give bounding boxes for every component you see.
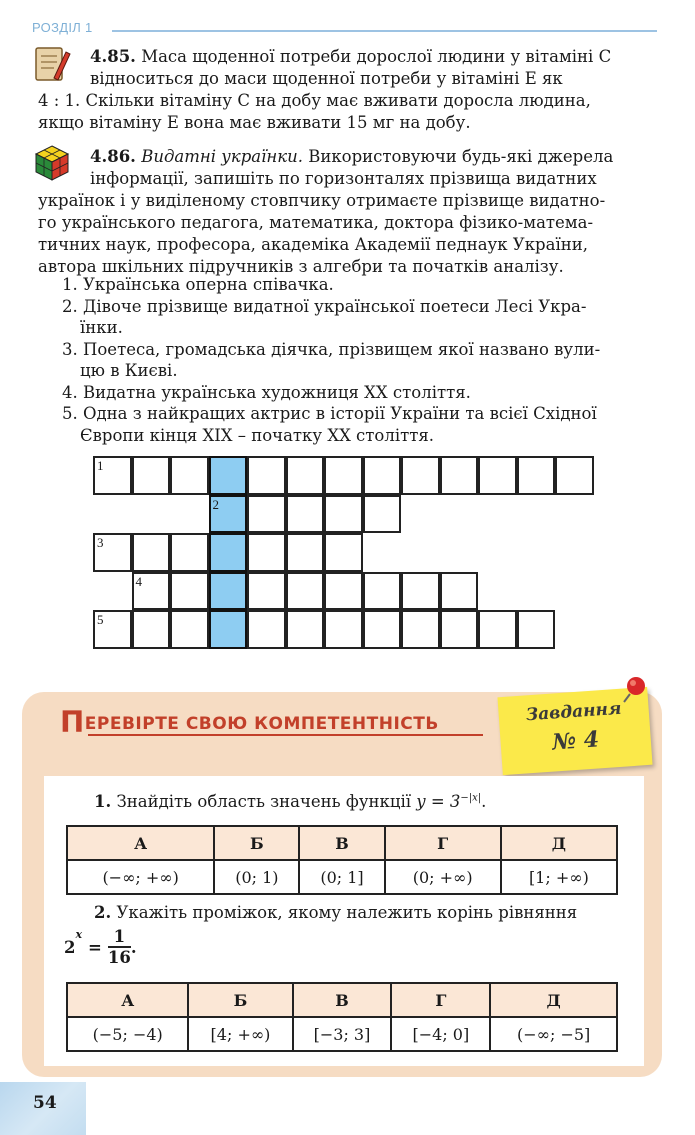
problem-text-line: 4 : 1. Скільки вітаміну С на добу має вживати доросла людина, bbox=[38, 91, 591, 110]
crossword-grid bbox=[93, 456, 598, 651]
answer-option-value[interactable]: [1; +∞) bbox=[501, 860, 617, 894]
crossword-cell[interactable] bbox=[324, 533, 363, 572]
equation-base: 2 bbox=[64, 938, 76, 957]
crossword-cell[interactable] bbox=[324, 572, 363, 611]
crossword-cell[interactable] bbox=[132, 456, 171, 495]
crossword-cell[interactable] bbox=[517, 456, 556, 495]
crossword-cell[interactable] bbox=[93, 456, 132, 495]
clue-item-continuation: цю в Києві. bbox=[80, 361, 178, 380]
crossword-cell[interactable] bbox=[478, 610, 517, 649]
crossword-cell[interactable] bbox=[555, 456, 594, 495]
fraction-numerator: 1 bbox=[113, 927, 126, 946]
crossword-cell-highlighted[interactable] bbox=[209, 572, 248, 611]
answer-option-value[interactable]: [4; +∞) bbox=[188, 1017, 292, 1051]
answer-table-1 bbox=[66, 825, 618, 895]
title-underline bbox=[88, 734, 483, 736]
crossword-cell[interactable] bbox=[286, 456, 325, 495]
problem-text-line: відноситься до маси щоденної потреби у вітаміні Е як bbox=[90, 69, 563, 88]
crossword-cell[interactable] bbox=[170, 533, 209, 572]
crossword-cell[interactable] bbox=[93, 610, 132, 649]
answer-option-header: Г bbox=[391, 983, 490, 1017]
answer-option-value[interactable]: [−3; 3] bbox=[293, 1017, 392, 1051]
question-2 bbox=[94, 903, 577, 922]
crossword-cell[interactable] bbox=[247, 495, 286, 534]
crossword-cell[interactable] bbox=[170, 456, 209, 495]
crossword-cell[interactable] bbox=[401, 610, 440, 649]
answer-option-header: А bbox=[67, 826, 214, 860]
task-label: Завдання bbox=[525, 698, 623, 726]
equation bbox=[64, 928, 137, 967]
question-number: 1. bbox=[94, 792, 112, 811]
page-number: 54 bbox=[33, 1093, 57, 1113]
clue-number: 1 bbox=[97, 458, 104, 473]
answer-option-header: Д bbox=[501, 826, 617, 860]
crossword-cell[interactable] bbox=[440, 572, 479, 611]
clue-item-continuation: їнки. bbox=[80, 318, 123, 337]
problem-text-line: Використовуючи будь-які джерела bbox=[308, 147, 614, 166]
crossword-cell[interactable] bbox=[247, 572, 286, 611]
clue-item: 5. Одна з найкращих актрис в історії України та всієї Східної bbox=[62, 404, 597, 423]
problem-text-line: якщо вітаміну Е вона має вживати 15 мг на добу. bbox=[38, 113, 471, 132]
section-rule bbox=[112, 30, 657, 32]
clue-number: 2 bbox=[212, 496, 219, 512]
answer-option-header: Б bbox=[214, 826, 299, 860]
problem-text-line: українок і у виділеному стовпчику отримаєте прізвище видатно- bbox=[38, 191, 606, 210]
crossword-cell-highlighted[interactable] bbox=[209, 610, 248, 649]
crossword-cell[interactable] bbox=[286, 610, 325, 649]
crossword-cell[interactable] bbox=[247, 610, 286, 649]
answer-option-value[interactable]: (−∞; −5] bbox=[490, 1017, 617, 1051]
crossword-cell-highlighted[interactable] bbox=[209, 456, 248, 495]
crossword-cell[interactable] bbox=[517, 610, 556, 649]
answer-option-value[interactable]: [−4; 0] bbox=[391, 1017, 490, 1051]
problem-number: 4.85. bbox=[90, 47, 136, 66]
crossword-cell[interactable] bbox=[324, 495, 363, 534]
crossword-cell[interactable] bbox=[324, 610, 363, 649]
crossword-cell[interactable] bbox=[132, 610, 171, 649]
crossword-cell[interactable] bbox=[363, 572, 402, 611]
clue-number: 4 bbox=[135, 573, 142, 589]
equation-exponent: x bbox=[75, 928, 83, 941]
answer-option-header: В bbox=[299, 826, 384, 860]
problem-number: 4.86. bbox=[90, 147, 136, 166]
competence-title-initial: П bbox=[60, 705, 85, 739]
problem-text-line: автора шкільних підручників з алгебри та початків аналізу. bbox=[38, 257, 564, 276]
problem-text-line: Маса щоденної потреби дорослої людини у вітаміні С bbox=[141, 47, 612, 66]
crossword-cell[interactable] bbox=[247, 456, 286, 495]
answer-option-value[interactable]: (−∞; +∞) bbox=[67, 860, 214, 894]
question-text: Знайдіть область значень функції bbox=[116, 792, 412, 811]
crossword-cell[interactable] bbox=[324, 456, 363, 495]
clue-list bbox=[62, 274, 662, 446]
crossword-cell[interactable] bbox=[132, 572, 171, 611]
answer-option-header: Г bbox=[385, 826, 501, 860]
problem-4-86 bbox=[38, 146, 660, 278]
crossword-cell[interactable] bbox=[440, 610, 479, 649]
answer-option-value[interactable]: (0; 1] bbox=[299, 860, 384, 894]
crossword-cell[interactable] bbox=[478, 456, 517, 495]
clue-number: 5 bbox=[97, 612, 104, 627]
equation-equals: = bbox=[88, 938, 102, 957]
question-number: 2. bbox=[94, 903, 112, 922]
problem-title: Видатні українки. bbox=[141, 147, 303, 166]
problem-text-line: го українського педагога, математика, доктора фізико-матема- bbox=[38, 213, 594, 232]
crossword-cell[interactable] bbox=[363, 495, 402, 534]
crossword-cell[interactable] bbox=[286, 533, 325, 572]
crossword-cell[interactable] bbox=[440, 456, 479, 495]
problem-text-line: інформації, запишіть по горизонталях прізвища видатних bbox=[90, 169, 597, 188]
competence-title-rest: ЕРЕВІРТЕ СВОЮ КОМПЕТЕНТНІСТЬ bbox=[84, 714, 439, 734]
question-text: Укажіть проміжок, якому належить корінь рівняння bbox=[116, 903, 578, 922]
answer-table-2 bbox=[66, 982, 618, 1052]
crossword-cell-highlighted[interactable] bbox=[209, 533, 248, 572]
formula-end: . bbox=[481, 792, 487, 811]
answer-option-header: В bbox=[293, 983, 392, 1017]
clue-item-continuation: Європи кінця ХІХ – початку ХХ століття. bbox=[80, 425, 435, 445]
pushpin-icon bbox=[620, 674, 650, 704]
problem-text-line: тичних наук, професора, академіка Академії педнаук України, bbox=[38, 235, 588, 254]
crossword-cell[interactable] bbox=[363, 610, 402, 649]
equation-end: . bbox=[130, 938, 137, 957]
crossword-cell[interactable] bbox=[247, 533, 286, 572]
answer-option-value[interactable]: (−5; −4) bbox=[67, 1017, 188, 1051]
crossword-cell[interactable] bbox=[170, 610, 209, 649]
answer-option-value[interactable]: (0; 1) bbox=[214, 860, 299, 894]
clue-item: 4. Видатна українська художниця ХХ століття. bbox=[62, 382, 471, 402]
crossword-cell[interactable] bbox=[170, 572, 209, 611]
formula: y = 3 bbox=[416, 792, 461, 811]
clue-number: 3 bbox=[97, 535, 104, 550]
crossword-cell-highlighted[interactable] bbox=[209, 495, 248, 534]
fraction-denominator: 16 bbox=[107, 948, 131, 967]
section-label: РОЗДІЛ 1 bbox=[32, 20, 93, 35]
formula-exponent: −|x| bbox=[460, 792, 482, 804]
crossword-cell[interactable] bbox=[286, 495, 325, 534]
clue-item: 1. Українська оперна співачка. bbox=[62, 275, 334, 294]
crossword-cell[interactable] bbox=[363, 456, 402, 495]
fraction bbox=[108, 928, 131, 967]
problem-4-85 bbox=[38, 46, 660, 134]
crossword-cell[interactable] bbox=[93, 533, 132, 572]
crossword-cell[interactable] bbox=[401, 572, 440, 611]
answer-option-header: Д bbox=[490, 983, 617, 1017]
clue-item: 3. Поетеса, громадська діячка, прізвищем якої названо вули- bbox=[62, 339, 601, 359]
answer-option-header: Б bbox=[188, 983, 292, 1017]
question-1 bbox=[94, 792, 486, 811]
clue-item: 2. Дівоче прізвище видатної української поетеси Лесі Укра- bbox=[62, 296, 587, 316]
answer-option-value[interactable]: (0; +∞) bbox=[385, 860, 501, 894]
crossword-cell[interactable] bbox=[286, 572, 325, 611]
crossword-cell[interactable] bbox=[401, 456, 440, 495]
task-number: № 4 bbox=[551, 726, 600, 756]
answer-option-header: А bbox=[67, 983, 188, 1017]
crossword-cell[interactable] bbox=[132, 533, 171, 572]
